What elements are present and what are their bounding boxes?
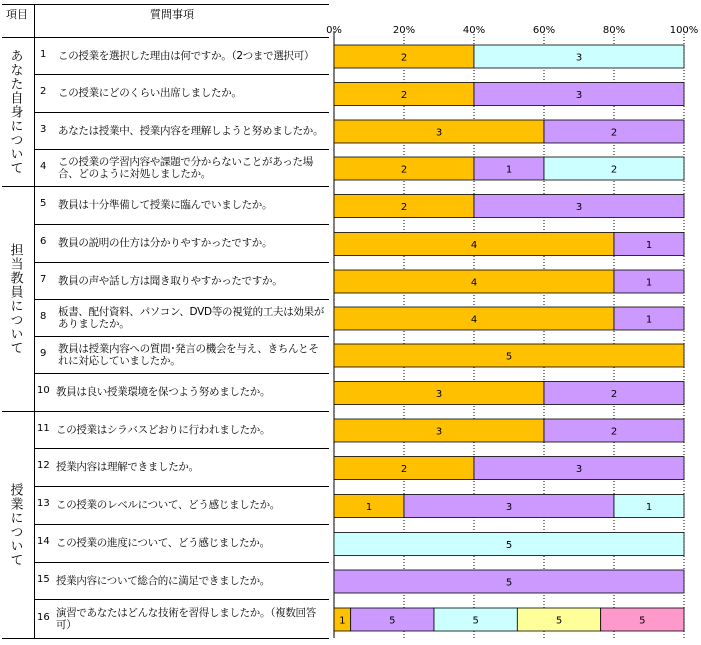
question-number: 12 — [37, 460, 50, 471]
question-column-header: 質問事項 — [150, 8, 194, 21]
question-text: この授業の学習内容や課題で分からないことがあった場合、どのように対処しましたか。 — [58, 155, 313, 180]
question-text: 教員は良い授業環境を保つよう努めましたか。 — [56, 386, 271, 398]
bar-value-label: 5 — [389, 615, 396, 627]
question-number: 11 — [37, 422, 50, 434]
question-text: 板書、配付資料、パソコン、DVD等の視覚的工夫は効果がありましたか。 — [58, 305, 325, 330]
question-text: 授業内容について総合的に満足できましたか。 — [56, 574, 270, 587]
question-text: この授業はシラバスどおりに行われましたか。 — [56, 423, 271, 436]
question-number: 2 — [40, 86, 47, 97]
question-number: 16 — [37, 611, 50, 623]
item-column-header: 項目 — [6, 8, 28, 21]
x-tick-label: 100% — [669, 25, 699, 36]
question-number: 10 — [37, 385, 50, 396]
bar-value-label: 3 — [435, 389, 443, 400]
group-label: あなた自身について — [7, 48, 23, 175]
question-number: 7 — [40, 273, 47, 285]
bar-value-label: 4 — [470, 240, 478, 251]
question-text: この授業を選択した理由は何ですか。（2つまで選択可） — [58, 49, 315, 62]
question-number: 3 — [40, 123, 47, 135]
bar-value-label: 2 — [610, 164, 618, 176]
question-text: 授業内容は理解できましたか。 — [56, 461, 199, 473]
x-tick-label: 0% — [326, 25, 342, 36]
bar-value-label: 5 — [639, 615, 646, 627]
bar-value-label: 2 — [400, 52, 408, 64]
bar-value-label: 3 — [435, 127, 443, 139]
question-number: 14 — [37, 536, 50, 547]
bar-value-label: 2 — [400, 164, 408, 176]
x-tick-label: 40% — [462, 25, 486, 36]
bar-value-label: 3 — [575, 202, 583, 213]
bar-value-label: 2 — [400, 464, 408, 475]
x-tick-label: 20% — [392, 25, 416, 36]
bar-value-label: 3 — [505, 502, 513, 513]
bar-value-label: 1 — [645, 502, 653, 513]
bar-value-label: 2 — [400, 202, 408, 213]
question-text: この授業の進度について、どう感じましたか。 — [56, 537, 270, 549]
bar-value-label: 5 — [505, 577, 513, 589]
bar-value-label: 1 — [505, 164, 513, 176]
question-number: 15 — [37, 573, 50, 585]
bar-value-label: 3 — [575, 52, 583, 64]
bar-value-label: 3 — [435, 426, 443, 438]
bar-value-label: 4 — [470, 277, 478, 289]
bar-value-label: 5 — [505, 351, 513, 363]
question-number: 13 — [37, 498, 50, 509]
question-number: 4 — [40, 160, 47, 172]
question-text: 教員の声や話し方は聞き取りやすかったですか。 — [58, 274, 283, 287]
bar-value-label: 1 — [365, 502, 373, 513]
question-number: 9 — [40, 347, 47, 359]
question-text: あなたは授業中、授業内容を理解しようと努めましたか。 — [58, 124, 324, 137]
bar-value-label: 3 — [575, 464, 583, 475]
bar-value-label: 5 — [505, 540, 513, 551]
group-label: 担当教員について — [7, 242, 23, 355]
question-text: この授業のレベルについて、どう感じましたか。 — [56, 499, 280, 511]
question-text: 演習であなたはどんな技術を習得しましたか。（複数回答可） — [56, 606, 316, 631]
question-number: 5 — [40, 198, 47, 209]
bar-value-label: 2 — [610, 426, 618, 438]
question-text: 教員は十分準備して授業に臨んでいましたか。 — [58, 199, 273, 211]
x-tick-label: 80% — [602, 25, 626, 36]
bar-value-label: 4 — [470, 314, 478, 326]
bar-value-label: 2 — [610, 127, 618, 139]
bar-value-label: 3 — [575, 90, 583, 101]
question-number: 8 — [40, 310, 47, 322]
bar-value-label: 5 — [555, 615, 563, 627]
question-number: 1 — [40, 48, 47, 60]
question-text: 教員は授業内容への質問･発言の機会を与え、きちんとそれに対応していましたか。 — [58, 342, 319, 367]
bar-value-label: 2 — [610, 389, 618, 400]
bar-value-label: 5 — [472, 615, 479, 627]
bar-value-label: 1 — [645, 240, 653, 251]
question-number: 6 — [40, 236, 47, 247]
bar-value-label: 1 — [645, 314, 653, 326]
question-text: 教員の説明の仕方は分かりやすかったですか。 — [58, 237, 273, 249]
question-text: この授業にどのくらい出席しましたか。 — [58, 87, 242, 99]
bar-value-label: 1 — [645, 277, 653, 289]
bar-value-label: 1 — [339, 615, 346, 627]
group-label: 授業について — [7, 482, 23, 567]
x-tick-label: 60% — [532, 25, 556, 36]
bar-value-label: 2 — [400, 90, 408, 101]
